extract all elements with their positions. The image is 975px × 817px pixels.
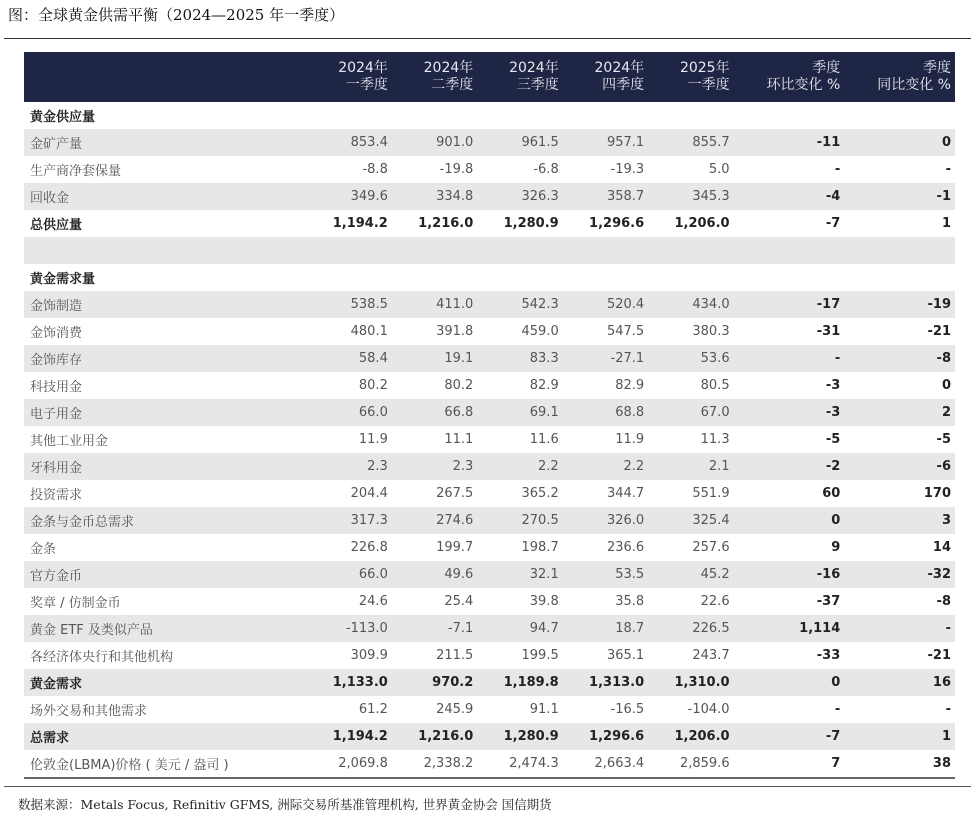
cell-value: -32 (844, 561, 955, 588)
row-label: 生产商净套保量 (30, 164, 122, 179)
cell-value (734, 264, 845, 291)
cell-value: 61.2 (358, 702, 388, 717)
row-label: 金条与金币总需求 (24, 507, 306, 534)
cell-value: 480.1 (350, 324, 388, 339)
cell-value: 58.4 (306, 345, 391, 372)
cell-value: 257.6 (692, 540, 730, 555)
cell-value: -6.8 (533, 162, 559, 177)
cell-value: 1,216.0 (392, 723, 477, 750)
cell-value: - (844, 615, 955, 642)
cell-value: 245.9 (436, 702, 474, 717)
table-row (24, 345, 955, 372)
cell-value: 0 (844, 129, 955, 156)
cell-value: -3 (825, 378, 841, 393)
table-row (24, 615, 955, 642)
table-row (24, 372, 955, 399)
cell-value: 1,114 (734, 615, 845, 642)
cell-value: 7 (734, 750, 845, 778)
cell-value: -19 (844, 291, 955, 318)
cell-value: 11.9 (358, 432, 388, 447)
cell-value: -4 (734, 183, 845, 210)
cell-value: 1,280.9 (477, 723, 562, 750)
cell-value: 853.4 (306, 129, 391, 156)
cell-value: -19.3 (610, 162, 645, 177)
table-row (24, 642, 955, 669)
cell-value: 38 (844, 750, 955, 778)
cell-value (734, 102, 845, 129)
cell-value: -11 (734, 129, 845, 156)
cell-value: 94.7 (477, 615, 562, 642)
cell-value: 45.2 (648, 561, 733, 588)
cell-value: 35.8 (615, 594, 645, 609)
table-row (24, 318, 955, 345)
cell-value: 226.5 (648, 615, 733, 642)
cell-value: 211.5 (436, 648, 474, 663)
cell-value: 270.5 (477, 507, 562, 534)
cell-value: 9 (831, 540, 841, 555)
cell-value: 199.7 (436, 540, 474, 555)
cell-value (648, 102, 733, 129)
row-label: 电子用金 (24, 399, 306, 426)
cell-value: 901.0 (392, 129, 477, 156)
cell-value (477, 102, 562, 129)
row-label (24, 237, 306, 264)
cell-value: 18.7 (563, 615, 648, 642)
gold-supply-demand-table (24, 52, 955, 779)
cell-value: -16 (734, 561, 845, 588)
cell-value: 1 (941, 216, 951, 231)
cell-value: 11.3 (700, 432, 730, 447)
cell-value: 326.3 (477, 183, 562, 210)
section-header-row (24, 102, 955, 129)
cell-value (306, 264, 391, 291)
cell-value: 66.8 (392, 399, 477, 426)
cell-value: - (834, 702, 841, 717)
cell-value (392, 237, 477, 264)
cell-value: 957.1 (563, 129, 648, 156)
cell-value: 551.9 (692, 486, 730, 501)
row-label: 牙科用金 (24, 453, 306, 480)
cell-value: 3 (844, 507, 955, 534)
table-row (24, 750, 955, 778)
cell-value: 2,338.2 (392, 750, 477, 778)
cell-value: 1,206.0 (648, 723, 733, 750)
cell-value: -31 (816, 324, 841, 339)
table-row (24, 507, 955, 534)
cell-value: 14 (932, 540, 951, 555)
cell-value: 19.1 (392, 345, 477, 372)
cell-value: -16.5 (610, 702, 645, 717)
cell-value (392, 102, 477, 129)
cell-value: -8 (936, 594, 951, 609)
column-header: 2024年 二季度 (392, 52, 477, 102)
cell-value: 345.3 (648, 183, 733, 210)
cell-value: - (734, 345, 845, 372)
cell-value: 25.4 (444, 594, 474, 609)
cell-value: -17 (734, 291, 845, 318)
cell-value: 82.9 (615, 378, 645, 393)
cell-value: -7 (734, 723, 845, 750)
table-row (24, 156, 955, 183)
cell-value: -5 (936, 432, 951, 447)
row-label: 伦敦金(LBMA)价格 ( 美元 / 盎司 ) (24, 750, 306, 778)
cell-value: 1,194.2 (306, 723, 391, 750)
column-header: 季度 环比变化 % (734, 52, 845, 102)
section-header-row (24, 264, 955, 291)
cell-value: 11.9 (615, 432, 645, 447)
cell-value: 391.8 (436, 324, 474, 339)
cell-value: 82.9 (529, 378, 559, 393)
cell-value: -5 (825, 432, 841, 447)
cell-value: 0 (734, 507, 845, 534)
cell-value: -33 (816, 648, 841, 663)
cell-value: 236.6 (606, 540, 645, 555)
bottom-divider (4, 786, 971, 787)
table-row (24, 561, 955, 588)
row-label: 金饰库存 (24, 345, 306, 372)
cell-value: 542.3 (477, 291, 562, 318)
cell-value: 69.1 (477, 399, 562, 426)
cell-value (392, 264, 477, 291)
table-row (24, 291, 955, 318)
cell-value: 198.7 (521, 540, 559, 555)
cell-value: 411.0 (392, 291, 477, 318)
column-header: 2024年 三季度 (477, 52, 562, 102)
cell-value: 365.1 (606, 648, 645, 663)
cell-value: -6 (844, 453, 955, 480)
cell-value: -3 (734, 399, 845, 426)
cell-value: 1,206.0 (674, 216, 730, 231)
cell-value: 16 (844, 669, 955, 696)
row-label: 黄金供应量 (30, 110, 96, 125)
cell-value: 1,280.9 (503, 216, 559, 231)
cell-value: -21 (927, 324, 951, 339)
cell-value: 1,313.0 (563, 669, 648, 696)
cell-value: 66.0 (306, 399, 391, 426)
cell-value: 2.3 (392, 453, 477, 480)
cell-value (844, 264, 955, 291)
cell-value: 547.5 (606, 324, 645, 339)
row-label: 金条 (30, 542, 57, 557)
row-label: 科技用金 (30, 380, 83, 395)
cell-value: - (945, 702, 951, 717)
cell-value: 32.1 (477, 561, 562, 588)
cell-value: 5.0 (708, 162, 730, 177)
table-row (24, 183, 955, 210)
cell-value: 1,296.6 (589, 216, 645, 231)
cell-value: -104.0 (687, 702, 730, 717)
cell-value (844, 237, 955, 264)
cell-value: 199.5 (521, 648, 559, 663)
row-label: 奖章 / 仿制金币 (30, 596, 121, 611)
cell-value: 80.5 (700, 378, 730, 393)
cell-value (563, 237, 648, 264)
table-row (24, 723, 955, 750)
cell-value: 243.7 (692, 648, 730, 663)
cell-value: 459.0 (521, 324, 559, 339)
cell-value: 365.2 (521, 486, 559, 501)
table-row (24, 237, 955, 264)
cell-value: 0 (734, 669, 845, 696)
cell-value: 1,189.8 (477, 669, 562, 696)
column-header: 2024年 一季度 (306, 52, 391, 102)
cell-value: 334.8 (392, 183, 477, 210)
cell-value (477, 264, 562, 291)
table-row (24, 210, 955, 237)
table-row (24, 129, 955, 156)
cell-value (563, 264, 648, 291)
cell-value: 344.7 (606, 486, 645, 501)
cell-value: 855.7 (648, 129, 733, 156)
cell-value: 961.5 (477, 129, 562, 156)
row-label: 黄金需求 (24, 669, 306, 696)
cell-value: 317.3 (306, 507, 391, 534)
column-header: 季度 同比变化 % (844, 52, 955, 102)
cell-value: 2.3 (306, 453, 391, 480)
cell-value: 2,859.6 (648, 750, 733, 778)
cell-value: 1,133.0 (306, 669, 391, 696)
row-label: 总需求 (24, 723, 306, 750)
cell-value: 267.5 (436, 486, 474, 501)
cell-value: 53.6 (648, 345, 733, 372)
cell-value: 83.3 (477, 345, 562, 372)
cell-value: -21 (927, 648, 951, 663)
cell-value: -113.0 (306, 615, 391, 642)
cell-value: 2.1 (648, 453, 733, 480)
column-header: 2024年 四季度 (563, 52, 648, 102)
row-label: 黄金需求量 (30, 272, 96, 287)
cell-value (844, 102, 955, 129)
row-label: 投资需求 (30, 488, 83, 503)
table-row (24, 480, 955, 507)
cell-value: 66.0 (306, 561, 391, 588)
row-label: 官方金币 (24, 561, 306, 588)
row-label: 其他工业用金 (30, 434, 109, 449)
cell-value: -7 (825, 216, 841, 231)
cell-value: 60 (822, 486, 841, 501)
cell-value: -1 (844, 183, 955, 210)
column-header: 2025年 一季度 (648, 52, 733, 102)
cell-value: 91.1 (529, 702, 559, 717)
row-label: 回收金 (24, 183, 306, 210)
cell-value: 1,194.2 (332, 216, 388, 231)
table-row (24, 399, 955, 426)
cell-value: -8.8 (362, 162, 388, 177)
cell-value: 1,310.0 (648, 669, 733, 696)
cell-value: 53.5 (563, 561, 648, 588)
table-row (24, 534, 955, 561)
cell-value (306, 237, 391, 264)
cell-value: 49.6 (392, 561, 477, 588)
cell-value: - (834, 162, 841, 177)
cell-value: 358.7 (563, 183, 648, 210)
row-label: 各经济体央行和其他机构 (30, 650, 174, 665)
cell-value: -2 (734, 453, 845, 480)
row-label: 场外交易和其他需求 (30, 704, 148, 719)
cell-value: 2.2 (563, 453, 648, 480)
table-header-row (24, 52, 955, 102)
cell-value: 970.2 (392, 669, 477, 696)
cell-value: 11.1 (444, 432, 474, 447)
cell-value: 80.2 (444, 378, 474, 393)
cell-value (648, 237, 733, 264)
cell-value (648, 264, 733, 291)
cell-value: 2 (844, 399, 955, 426)
cell-value: -27.1 (563, 345, 648, 372)
cell-value: 309.9 (350, 648, 388, 663)
row-label: 金饰消费 (30, 326, 83, 341)
cell-value (563, 102, 648, 129)
cell-value: 380.3 (692, 324, 730, 339)
row-label: 金矿产量 (24, 129, 306, 156)
cell-value: 2,663.4 (563, 750, 648, 778)
cell-value: 0 (941, 378, 951, 393)
cell-value: 2,474.3 (477, 750, 562, 778)
column-header (24, 52, 306, 102)
cell-value: 1 (844, 723, 955, 750)
row-label: 黄金 ETF 及类似产品 (24, 615, 306, 642)
cell-value: 1,216.0 (418, 216, 474, 231)
cell-value: 11.6 (529, 432, 559, 447)
figure-title: 图：全球黄金供需平衡（2024—2025 年一季度） (8, 6, 345, 24)
cell-value: -7.1 (392, 615, 477, 642)
top-divider (4, 38, 971, 39)
cell-value: - (945, 162, 951, 177)
cell-value: 434.0 (648, 291, 733, 318)
cell-value (734, 237, 845, 264)
row-label: 总供应量 (30, 218, 83, 233)
table-row (24, 696, 955, 723)
cell-value: 22.6 (700, 594, 730, 609)
cell-value: 39.8 (529, 594, 559, 609)
table-row (24, 426, 955, 453)
cell-value: 226.8 (350, 540, 388, 555)
source-note: 数据来源：Metals Focus, Refinitiv GFMS, 洲际交易所基准管理机构, 世界黄金协会 国信期货 (18, 797, 552, 812)
cell-value: -8 (844, 345, 955, 372)
cell-value: 520.4 (563, 291, 648, 318)
cell-value: 325.4 (648, 507, 733, 534)
cell-value: 24.6 (358, 594, 388, 609)
cell-value: 349.6 (306, 183, 391, 210)
cell-value: 2.2 (477, 453, 562, 480)
cell-value: 80.2 (358, 378, 388, 393)
cell-value: 170 (923, 486, 951, 501)
table-row (24, 588, 955, 615)
cell-value: 68.8 (563, 399, 648, 426)
cell-value: 204.4 (350, 486, 388, 501)
cell-value: 1,296.6 (563, 723, 648, 750)
row-label: 金饰制造 (24, 291, 306, 318)
cell-value: 538.5 (306, 291, 391, 318)
cell-value: -37 (816, 594, 841, 609)
table-row (24, 669, 955, 696)
cell-value (477, 237, 562, 264)
table-row (24, 453, 955, 480)
cell-value: 326.0 (563, 507, 648, 534)
cell-value: 274.6 (392, 507, 477, 534)
cell-value: 67.0 (648, 399, 733, 426)
cell-value (306, 102, 391, 129)
cell-value: 2,069.8 (306, 750, 391, 778)
cell-value: -19.8 (439, 162, 474, 177)
